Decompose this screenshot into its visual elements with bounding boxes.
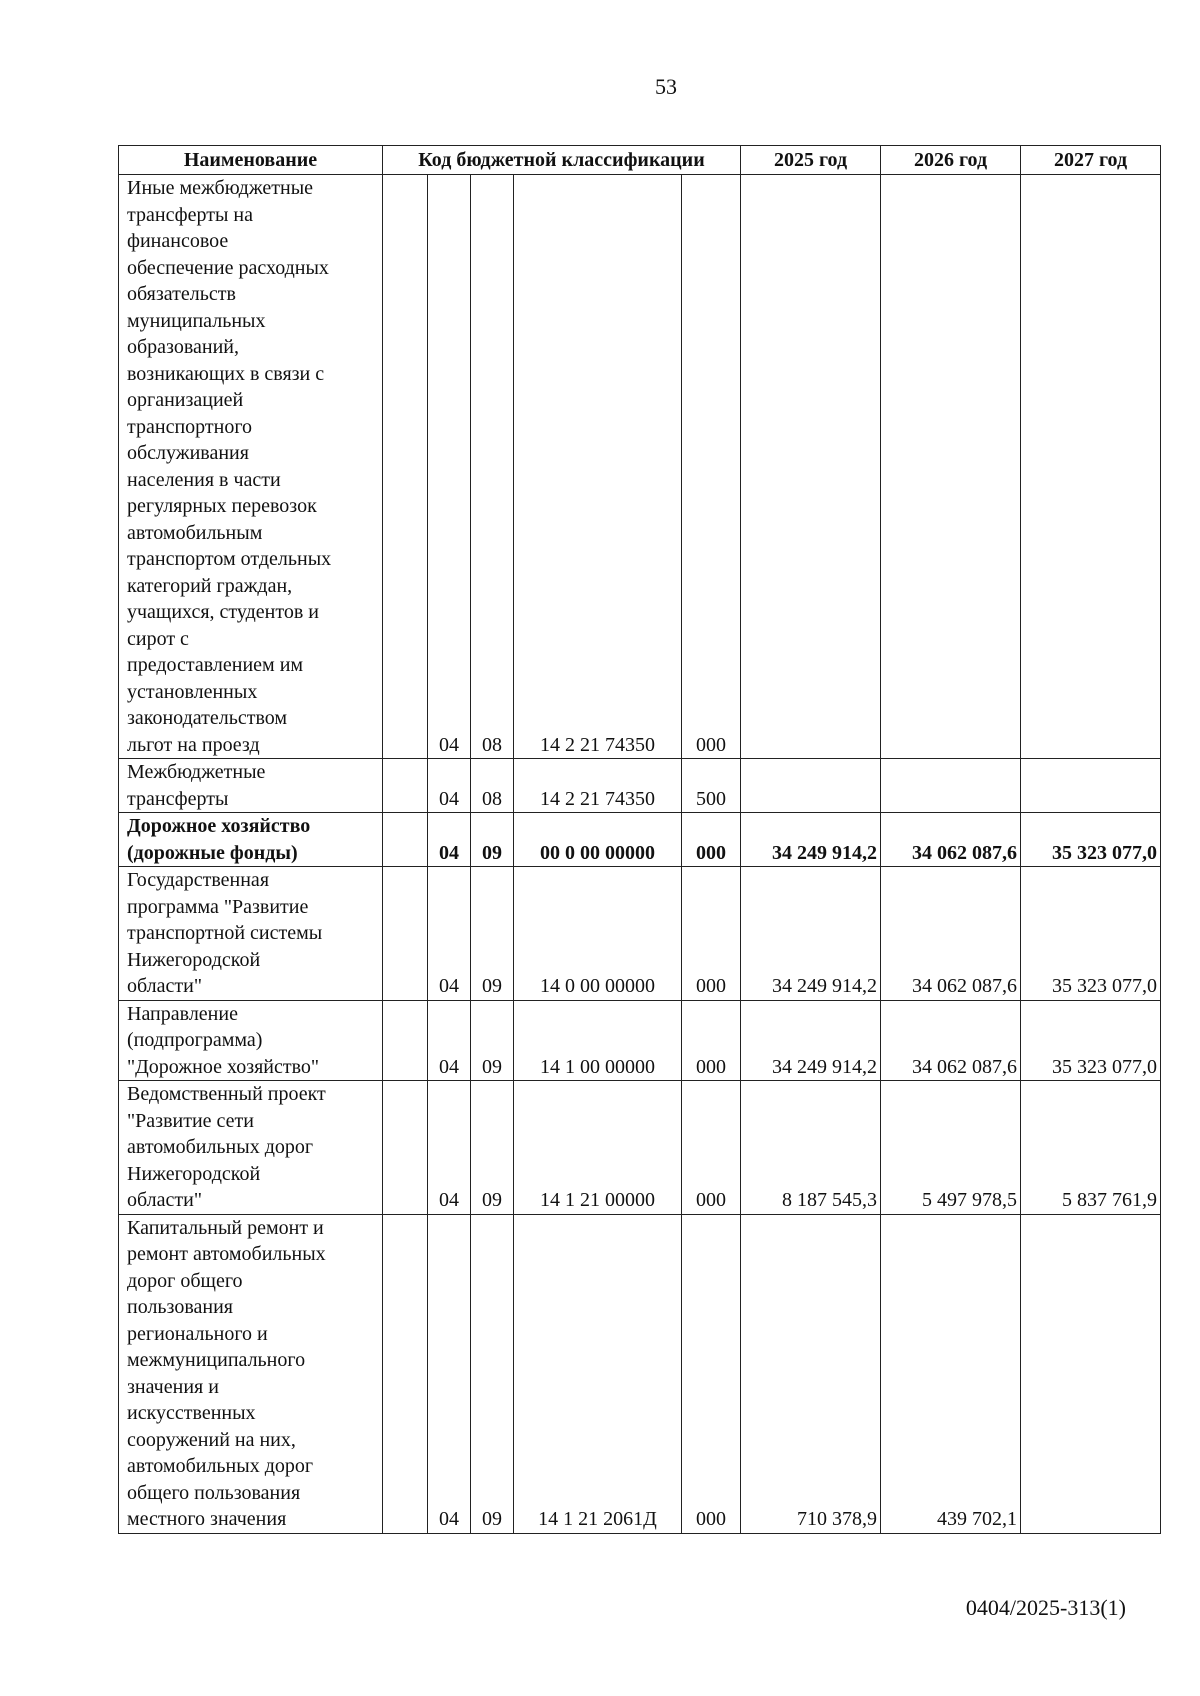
row-amount-2027: 35 323 077,0 <box>1021 867 1161 1001</box>
row-subsection: 09 <box>471 1000 514 1081</box>
row-subsection: 09 <box>471 813 514 867</box>
row-expense-type: 000 <box>682 1000 741 1081</box>
table-row <box>119 1214 1161 1533</box>
row-amount-2027 <box>1021 759 1161 813</box>
row-amount-2026: 34 062 087,6 <box>881 813 1021 867</box>
row-amount-2025: 710 378,9 <box>741 1214 881 1533</box>
row-amount-2026: 439 702,1 <box>881 1214 1021 1533</box>
row-amount-2025 <box>741 759 881 813</box>
row-amount-2026 <box>881 759 1021 813</box>
table-row <box>119 759 1161 813</box>
budget-table <box>118 145 1161 1534</box>
row-name: Направление (подпрограмма) "Дорожное хозяйство" <box>119 1000 383 1081</box>
row-target-article: 14 2 21 74350 <box>514 175 682 759</box>
header-name: Наименование <box>119 146 383 175</box>
row-target-article: 14 2 21 74350 <box>514 759 682 813</box>
table-body <box>119 175 1161 1534</box>
row-name: Дорожное хозяйство (дорожные фонды) <box>119 813 383 867</box>
row-name: Межбюджетные трансферты <box>119 759 383 813</box>
row-name: Иные межбюджетные трансферты на финансовое обеспечение расходных обязательств муниципальных образований, возникающих в связи с организацией транспортного обслуживания населения в части регулярных перевозок автомобильным транспортом отдельных категорий граждан, учащихся, студентов и сирот с предоставлением им установленных законодательством льгот на проезд <box>119 175 383 759</box>
row-amount-2027 <box>1021 1214 1161 1533</box>
row-expense-type: 000 <box>682 175 741 759</box>
row-amount-2027 <box>1021 175 1161 759</box>
row-amount-2025: 8 187 545,3 <box>741 1081 881 1215</box>
table-row <box>119 867 1161 1001</box>
row-amount-2026: 34 062 087,6 <box>881 867 1021 1001</box>
table-row <box>119 1000 1161 1081</box>
row-section: 04 <box>428 175 471 759</box>
row-amount-2025: 34 249 914,2 <box>741 867 881 1001</box>
row-target-article: 00 0 00 00000 <box>514 813 682 867</box>
row-amount-2025: 34 249 914,2 <box>741 1000 881 1081</box>
row-amount-2025: 34 249 914,2 <box>741 813 881 867</box>
row-subsection: 09 <box>471 867 514 1001</box>
row-blank <box>383 813 428 867</box>
row-section: 04 <box>428 1000 471 1081</box>
row-amount-2027: 35 323 077,0 <box>1021 1000 1161 1081</box>
row-blank <box>383 1081 428 1215</box>
row-target-article: 14 1 21 2061Д <box>514 1214 682 1533</box>
header-2026: 2026 год <box>881 146 1021 175</box>
row-amount-2025 <box>741 175 881 759</box>
table-row <box>119 1081 1161 1215</box>
row-target-article: 14 0 00 00000 <box>514 867 682 1001</box>
row-amount-2027: 5 837 761,9 <box>1021 1081 1161 1215</box>
row-expense-type: 500 <box>682 759 741 813</box>
row-target-article: 14 1 00 00000 <box>514 1000 682 1081</box>
row-blank <box>383 1000 428 1081</box>
row-amount-2027: 35 323 077,0 <box>1021 813 1161 867</box>
row-section: 04 <box>428 867 471 1001</box>
table-row <box>119 175 1161 759</box>
row-section: 04 <box>428 1081 471 1215</box>
header-code: Код бюджетной классификации <box>383 146 741 175</box>
row-blank <box>383 175 428 759</box>
row-target-article: 14 1 21 00000 <box>514 1081 682 1215</box>
header-row <box>119 146 1161 175</box>
row-expense-type: 000 <box>682 1081 741 1215</box>
row-expense-type: 000 <box>682 1214 741 1533</box>
row-name: Ведомственный проект "Развитие сети автомобильных дорог Нижегородской области" <box>119 1081 383 1215</box>
row-expense-type: 000 <box>682 813 741 867</box>
document-code: 0404/2025-313(1) <box>965 1595 1126 1620</box>
row-subsection: 09 <box>471 1214 514 1533</box>
row-amount-2026 <box>881 175 1021 759</box>
header-2027: 2027 год <box>1021 146 1161 175</box>
row-blank <box>383 759 428 813</box>
row-name: Капитальный ремонт и ремонт автомобильных дорог общего пользования регионального и межмуниципального значения и искусственных сооружений на них, автомобильных дорог общего пользования местного значения <box>119 1214 383 1533</box>
row-blank <box>383 867 428 1001</box>
row-name: Государственная программа "Развитие транспортной системы Нижегородской области" <box>119 867 383 1001</box>
table-row <box>119 813 1161 867</box>
row-expense-type: 000 <box>682 867 741 1001</box>
row-blank <box>383 1214 428 1533</box>
row-section: 04 <box>428 759 471 813</box>
row-amount-2026: 34 062 087,6 <box>881 1000 1021 1081</box>
row-subsection: 08 <box>471 759 514 813</box>
page-number: 53 <box>655 74 677 99</box>
header-2025: 2025 год <box>741 146 881 175</box>
row-subsection: 08 <box>471 175 514 759</box>
row-section: 04 <box>428 813 471 867</box>
row-subsection: 09 <box>471 1081 514 1215</box>
row-amount-2026: 5 497 978,5 <box>881 1081 1021 1215</box>
row-section: 04 <box>428 1214 471 1533</box>
